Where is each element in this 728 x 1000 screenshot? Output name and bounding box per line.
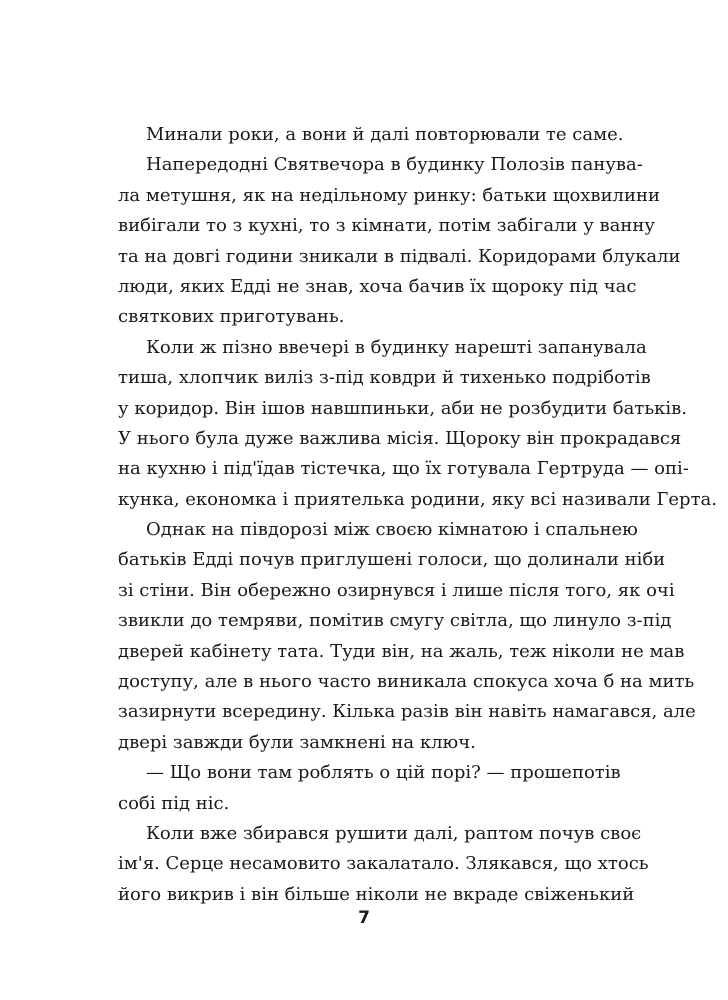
- text-line: зі стіни. Він обережно озирнувся і лише після того, як очі: [118, 579, 675, 601]
- text-line: Минали роки, а вони й далі повторювали те саме.: [146, 124, 624, 145]
- page-number: 7: [358, 908, 370, 928]
- text-line: святкових приготувань.: [118, 306, 345, 328]
- text-line: доступу, але в нього часто виникала спокуса хоча б на мить: [118, 671, 695, 693]
- body-text: [118, 120, 717, 910]
- text-line: вибігали то з кухні, то з кімнати, потім забігали у ванну: [118, 215, 655, 237]
- text-line: Коли вже збирався рушити далі, раптом почув своє: [146, 822, 642, 844]
- text-line: ім'я. Серце несамовито закалатало. Злякався, що хтось: [118, 853, 649, 875]
- text-line: люди, яких Едді не знав, хоча бачив їх щороку під час: [118, 275, 637, 297]
- text-line: дверей кабінету тата. Туди він, на жаль, теж ніколи не мав: [118, 640, 685, 662]
- text-line: батьків Едді почув приглушені голоси, що долинали ніби: [118, 549, 666, 571]
- text-line: у коридор. Він ішов навшпиньки, аби не розбудити батьків.: [118, 397, 687, 419]
- text-line: зазирнути всередину. Кілька разів він навіть намагався, але: [118, 701, 696, 723]
- text-line: на кухню і під'їдав тістечка, що їх готувала Гертруда — опі-: [118, 458, 689, 480]
- text-line: У нього була дуже важлива місія. Щороку він прокрадався: [118, 427, 682, 449]
- text-line: звикли до темряви, помітив смугу світла, що линуло з-під: [118, 610, 672, 632]
- text-line: Напередодні Святвечора в будинку Полозів панува-: [146, 154, 643, 176]
- text-line: та на довгі години зникали в підвалі. Коридорами блукали: [118, 245, 681, 267]
- text-line: ла метушня, як на недільному ринку: батьки щохвилини: [118, 184, 660, 206]
- text-line: собі під ніс.: [118, 792, 230, 814]
- text-line: його викрив і він більше ніколи не вкраде свіженький: [118, 883, 635, 905]
- text-line: Коли ж пізно ввечері в будинку нарешті запанувала: [146, 336, 647, 358]
- text-line: тиша, хлопчик виліз з-під ковдри й тихенько подріботів: [118, 367, 651, 389]
- text-line: кунка, економка і приятелька родини, яку всі називали Герта.: [118, 488, 717, 510]
- text-line: двері завжди були замкнені на ключ.: [118, 731, 476, 753]
- text-line: — Що вони там роблять о цій порі? — прошепотів: [146, 762, 621, 784]
- text-line: Однак на півдорозі між своєю кімнатою і спальнею: [146, 519, 638, 541]
